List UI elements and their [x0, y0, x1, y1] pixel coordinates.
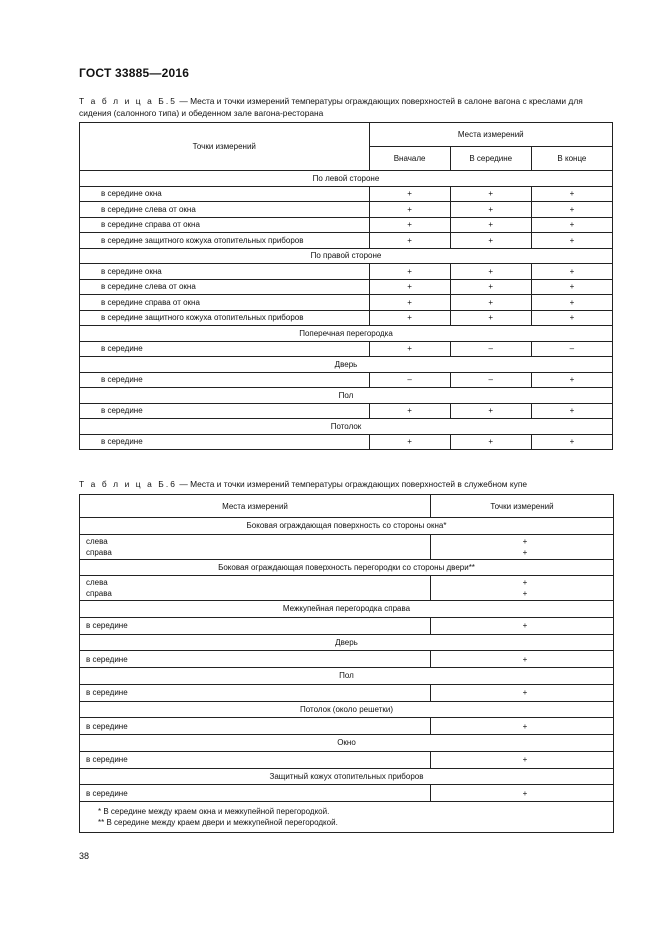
table-b6 [79, 494, 614, 833]
section-title: Поперечная перегородка [80, 326, 613, 342]
table-b5-caption [79, 95, 613, 119]
row-label: в середине [80, 434, 370, 450]
section-title: Боковая ограждающая поверхность со стороны окна* [80, 518, 614, 535]
section-title: Пол [80, 388, 613, 404]
cell-middle: + [450, 310, 531, 326]
row-label: в середине слева от окна [80, 202, 370, 218]
cell-start: + [369, 264, 450, 280]
row-label: в середине справа от окна [80, 217, 370, 233]
footnote: * В середине между краем окна и межкупейной перегородкой. [98, 807, 330, 816]
table-b6-caption [79, 478, 613, 490]
row-label: в середине [80, 684, 431, 701]
cell-start: + [369, 403, 450, 419]
section-title: Потолок [80, 419, 613, 435]
cell-middle: + [450, 403, 531, 419]
section-title: По правой стороне [80, 248, 613, 264]
point-value: + [522, 578, 528, 587]
row-label: в середине защитного кожуха отопительных приборов [80, 233, 370, 249]
point-value: + [522, 547, 528, 557]
table-b5-title: — Места и точки измерений температуры ограждающих поверхностей в салоне вагона с креслами для сидения (салонного типа) и обеденном зале вагона-ресторана [79, 96, 583, 118]
cell-start: + [369, 341, 450, 357]
cell-start: + [369, 202, 450, 218]
row-label [80, 534, 431, 559]
cell-end: + [531, 202, 612, 218]
table-b6-title: — Места и точки измерений температуры ограждающих поверхностей в служебном купе [177, 479, 528, 489]
cell-points: + [431, 651, 614, 668]
cell-start: + [369, 434, 450, 450]
column-header-places: Места измерений [80, 495, 431, 518]
cell-start: + [369, 233, 450, 249]
cell-middle: + [450, 233, 531, 249]
cell-middle: + [450, 186, 531, 202]
section-title: Окно [80, 735, 614, 752]
row-line: справа [86, 589, 112, 598]
section-title: Потолок (около решетки) [80, 701, 614, 718]
cell-points [431, 534, 614, 559]
row-label: в середине [80, 617, 431, 634]
table-b6-label: Т а б л и ц а Б.6 [79, 479, 178, 489]
cell-points [431, 576, 614, 601]
row-label: в середине [80, 372, 370, 388]
section-title: Дверь [80, 357, 613, 373]
cell-start: + [369, 279, 450, 295]
cell-points: + [431, 617, 614, 634]
cell-start: + [369, 310, 450, 326]
cell-middle: + [450, 295, 531, 311]
row-label: в середине окна [80, 264, 370, 280]
point-value: + [522, 536, 528, 546]
table-b5-label: Т а б л и ц а Б.5 [79, 96, 178, 106]
column-header-places: Места измерений [369, 123, 612, 147]
row-label [80, 576, 431, 601]
section-title: Боковая ограждающая поверхность перегородки со стороны двери** [80, 559, 614, 576]
row-label: в середине окна [80, 186, 370, 202]
row-label: в середине [80, 718, 431, 735]
cell-end: – [531, 341, 612, 357]
cell-points: + [431, 751, 614, 768]
row-line: справа [86, 547, 112, 557]
footnote: ** В середине между краем двери и межкупейной перегородкой. [98, 818, 338, 827]
page-number: 38 [79, 851, 90, 861]
cell-start: + [369, 217, 450, 233]
document-header: ГОСТ 33885—2016 [79, 66, 190, 80]
table-footnotes [80, 802, 614, 833]
section-title: Дверь [80, 634, 614, 651]
cell-start: – [369, 372, 450, 388]
cell-end: + [531, 434, 612, 450]
cell-end: + [531, 217, 612, 233]
cell-end: + [531, 295, 612, 311]
cell-points: + [431, 785, 614, 802]
cell-middle: + [450, 264, 531, 280]
cell-points: + [431, 718, 614, 735]
row-label: в середине справа от окна [80, 295, 370, 311]
row-label: в середине слева от окна [80, 279, 370, 295]
cell-end: + [531, 186, 612, 202]
column-header-points: Точки измерений [80, 123, 370, 171]
cell-middle: + [450, 217, 531, 233]
row-label: в середине [80, 785, 431, 802]
cell-points: + [431, 684, 614, 701]
row-label: в середине защитного кожуха отопительных приборов [80, 310, 370, 326]
cell-end: + [531, 233, 612, 249]
row-label: в середине [80, 651, 431, 668]
cell-end: + [531, 372, 612, 388]
cell-end: + [531, 310, 612, 326]
section-title: Межкупейная перегородка справа [80, 601, 614, 618]
cell-middle: – [450, 341, 531, 357]
cell-middle: + [450, 202, 531, 218]
column-header-start: Вначале [369, 147, 450, 171]
column-header-end: В конце [531, 147, 612, 171]
row-label: в середине [80, 751, 431, 768]
section-title: Защитный кожух отопительных приборов [80, 768, 614, 785]
point-value: + [522, 589, 528, 598]
cell-end: + [531, 264, 612, 280]
row-label: в середине [80, 341, 370, 357]
section-title: Пол [80, 668, 614, 685]
cell-middle: – [450, 372, 531, 388]
cell-middle: + [450, 279, 531, 295]
cell-end: + [531, 279, 612, 295]
cell-start: + [369, 186, 450, 202]
cell-end: + [531, 403, 612, 419]
row-line: слева [86, 578, 108, 587]
section-title: По левой стороне [80, 171, 613, 187]
column-header-middle: В середине [450, 147, 531, 171]
cell-middle: + [450, 434, 531, 450]
row-line: слева [86, 536, 108, 546]
table-b5 [79, 122, 613, 450]
row-label: в середине [80, 403, 370, 419]
cell-start: + [369, 295, 450, 311]
column-header-points: Точки измерений [431, 495, 614, 518]
